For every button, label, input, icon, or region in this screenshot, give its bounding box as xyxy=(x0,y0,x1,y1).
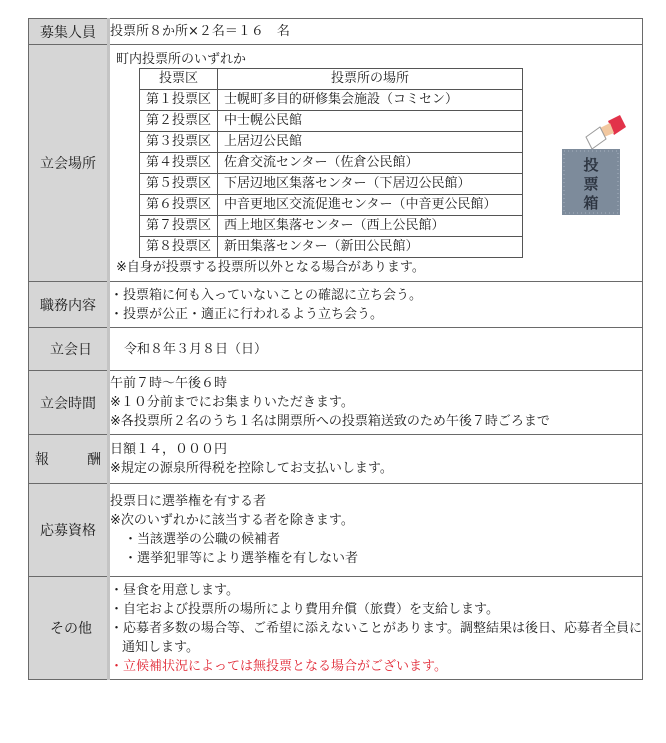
table-row xyxy=(140,195,523,216)
qualification-sub-line: ・当該選挙の公職の候補者 xyxy=(124,532,281,547)
time-line: ※１０分前までにお集まりいただきます。 xyxy=(110,395,354,410)
value-reward xyxy=(109,435,643,484)
reward-line: ※規定の源泉所得税を控除してお支払いします。 xyxy=(110,461,393,476)
row-time xyxy=(29,371,643,435)
date-value: 令和８年３月８日（日） xyxy=(124,341,268,357)
label-date: 立会日 xyxy=(29,328,109,371)
table-row xyxy=(140,174,523,195)
label-qualification: 応募資格 xyxy=(29,484,109,577)
value-date xyxy=(109,328,643,371)
row-duty xyxy=(29,282,643,328)
header-district: 投票区 xyxy=(140,69,218,90)
svg-text:票: 票 xyxy=(583,175,599,193)
venue-table xyxy=(139,68,523,258)
place-cell: 西上地区集落センター（西上公民館） xyxy=(218,216,523,237)
row-qualification xyxy=(29,484,643,577)
district-cell: 第２投票区 xyxy=(140,111,218,132)
row-recruit-count xyxy=(29,19,643,45)
district-cell: 第１投票区 xyxy=(140,90,218,111)
table-row xyxy=(140,153,523,174)
label-other: その他 xyxy=(29,577,109,680)
table-row xyxy=(140,132,523,153)
label-venue: 立会場所 xyxy=(29,45,109,282)
duty-line: ・投票箱に何も入っていないことの確認に立ち会う。 xyxy=(110,287,423,303)
label-duty: 職務内容 xyxy=(29,282,109,328)
label-recruit-count: 募集人員 xyxy=(29,19,109,45)
venue-table-header xyxy=(140,69,523,90)
district-cell: 第４投票区 xyxy=(140,153,218,174)
row-date xyxy=(29,328,643,371)
value-recruit-count: 投票所８か所×２名＝１６ 名 xyxy=(109,19,643,45)
reward-line: 日額１４，０００円 xyxy=(110,442,228,457)
value-qualification xyxy=(109,484,643,577)
header-place: 投票所の場所 xyxy=(218,69,523,90)
time-line: ※各投票所２名のうち１名は開票所への投票箱送致のため午後７時ごろまで xyxy=(110,414,550,429)
row-venue xyxy=(29,45,643,282)
ballot-box-icon xyxy=(560,115,626,215)
place-cell: 佐倉交流センター（佐倉公民館） xyxy=(218,153,523,174)
venue-cell xyxy=(109,45,643,282)
place-cell: 中音更地区交流促進センター（中音更公民館） xyxy=(218,195,523,216)
value-duty xyxy=(109,282,643,328)
qualification-line: 投票日に選挙権を有する者 xyxy=(110,494,267,509)
duty-line: ・投票が公正・適正に行われるよう立ち会う。 xyxy=(110,306,384,322)
table-row xyxy=(140,111,523,132)
reward-label-left: 報 xyxy=(35,452,49,468)
table-row xyxy=(140,90,523,111)
other-alert-line: ・立候補状況によっては無投票となる場合がございます。 xyxy=(110,658,447,674)
place-cell: 新田集落センター（新田公民館） xyxy=(218,237,523,258)
district-cell: 第３投票区 xyxy=(140,132,218,153)
row-reward xyxy=(29,435,643,484)
label-reward xyxy=(29,435,109,484)
venue-note: ※自身が投票する投票所以外となる場合があります。 xyxy=(116,260,425,275)
qualification-sub-line: ・選挙犯罪等により選挙権を有しない者 xyxy=(124,551,359,566)
place-cell: 上居辺公民館 xyxy=(218,132,523,153)
time-line: 午前７時～午後６時 xyxy=(110,376,228,391)
venue-intro: 町内投票所のいずれか xyxy=(116,52,247,67)
svg-text:箱: 箱 xyxy=(583,194,599,212)
qualification-line: ※次のいずれかに該当する者を除きます。 xyxy=(110,513,354,528)
district-cell: 第５投票区 xyxy=(140,174,218,195)
table-row xyxy=(140,216,523,237)
value-time xyxy=(109,371,643,435)
district-cell: 第６投票区 xyxy=(140,195,218,216)
place-cell: 下居辺地区集落センター（下居辺公民館） xyxy=(218,174,523,195)
label-time: 立会時間 xyxy=(29,371,109,435)
other-line: ・自宅および投票所の場所により費用弁償（旅費）を支給します。 xyxy=(110,601,499,617)
district-cell: 第８投票区 xyxy=(140,237,218,258)
svg-text:投: 投 xyxy=(583,156,599,174)
recruitment-info-table xyxy=(28,18,643,680)
other-line: ・昼食を用意します。 xyxy=(110,582,239,598)
other-line: ・応募者多数の場合等、ご希望に添えないことがあります。調整結果は後日、応募者全員に通知します。 xyxy=(110,620,642,655)
place-cell: 士幌町多目的研修集会施設（コミセン） xyxy=(218,90,523,111)
row-other xyxy=(29,577,643,680)
reward-label-right: 酬 xyxy=(87,452,101,468)
district-cell: 第７投票区 xyxy=(140,216,218,237)
value-other xyxy=(109,577,643,680)
table-row xyxy=(140,237,523,258)
place-cell: 中士幌公民館 xyxy=(218,111,523,132)
